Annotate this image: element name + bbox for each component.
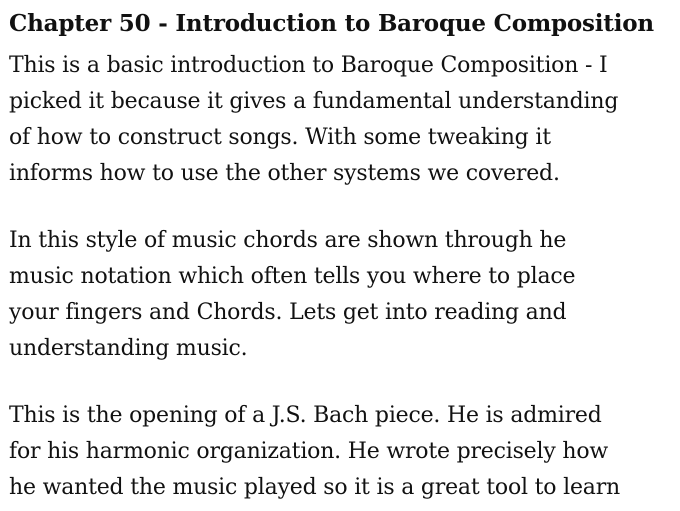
paragraph-intro [9,48,670,192]
paragraph-bach [9,398,670,506]
text-line: music notation which often tells you where to place [9,264,576,289]
text-line: This is a basic introduction to Baroque Composition - I [9,53,608,78]
paragraph-notation [9,223,670,367]
text-line: he wanted the music played so it is a great tool to learn [9,475,620,500]
text-line: your fingers and Chords. Lets get into reading and [9,300,567,325]
text-line: for his harmonic organization. He wrote precisely how [9,439,608,464]
text-line: picked it because it gives a fundamental understanding [9,89,619,114]
text-line: understanding music. [9,336,248,361]
text-line: informs how to use the other systems we covered. [9,161,560,186]
text-line: In this style of music chords are shown through he [9,228,567,253]
text-line: This is the opening of a J.S. Bach piece. He is admired [9,403,602,428]
chapter-title: Chapter 50 - Introduction to Baroque Composition [9,10,654,37]
text-line: of how to construct songs. With some tweaking it [9,125,551,150]
